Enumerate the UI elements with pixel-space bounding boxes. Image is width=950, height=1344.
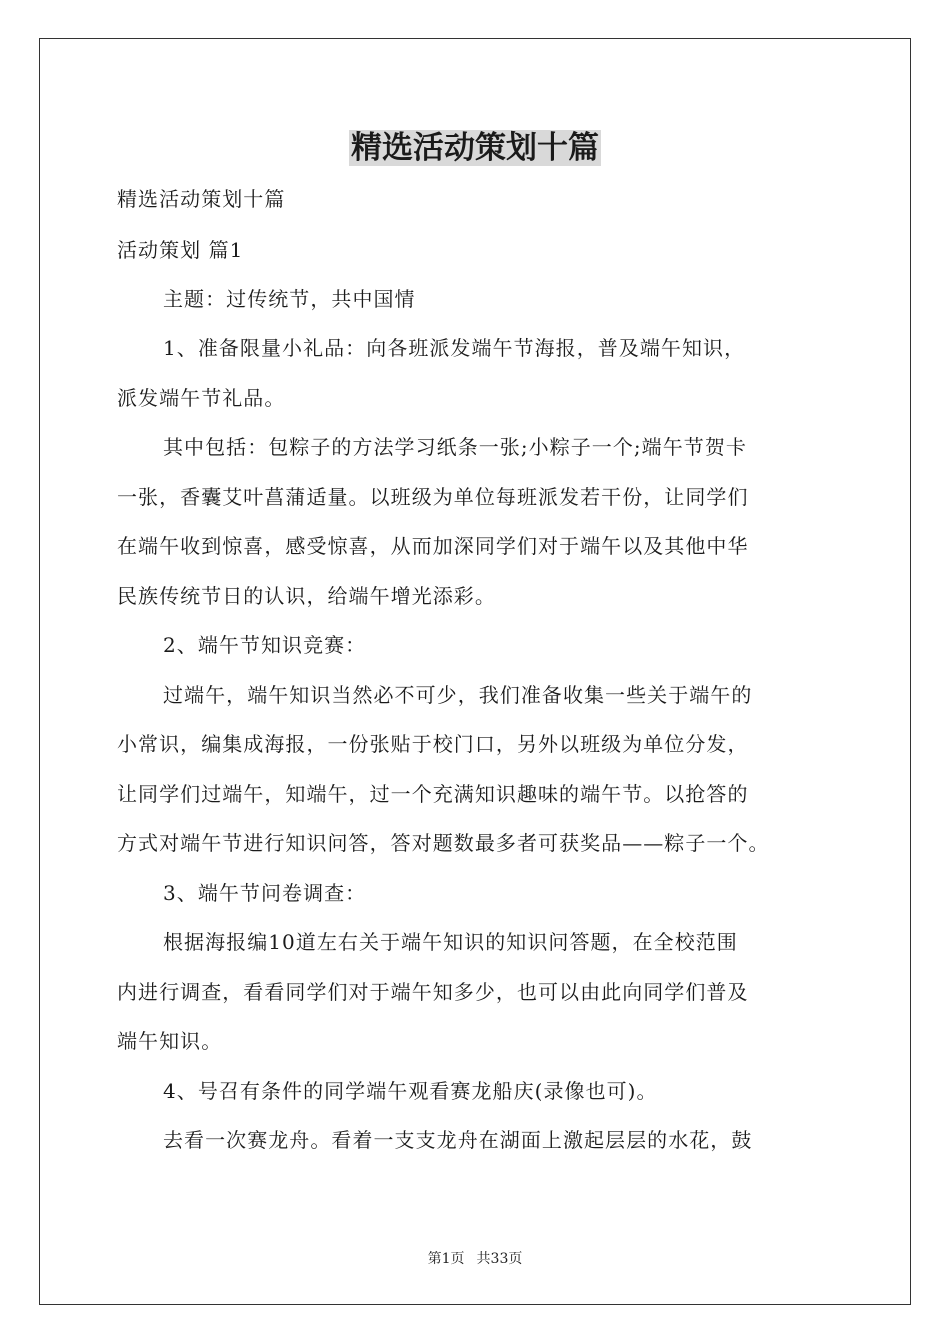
paragraph-line: 派发端午节礼品。 xyxy=(117,386,286,410)
paragraph-line: 1、准备限量小礼品：向各班派发端午节海报，普及端午知识， xyxy=(163,336,746,360)
paragraph-line: 小常识，编集成海报，一份张贴于校门口，另外以班级为单位分发， xyxy=(117,732,749,756)
page-total: 共33页 xyxy=(476,1251,523,1267)
paragraph-line: 4、号召有条件的同学端午观看赛龙船庆(录像也可)。 xyxy=(163,1079,658,1103)
paragraph-line: 民族传统节日的认识，给端午增光添彩。 xyxy=(117,584,496,608)
document-title-text: 精选活动策划十篇 xyxy=(351,130,599,166)
subtitle-line: 精选活动策划十篇 xyxy=(117,187,286,211)
paragraph-line: 端午知识。 xyxy=(117,1029,223,1053)
section-heading: 活动策划 篇1 xyxy=(117,238,244,262)
paragraph-line: 主题：过传统节，共中国情 xyxy=(163,287,416,311)
paragraph-line: 根据海报编10道左右关于端午知识的知识问答题，在全校范围 xyxy=(163,930,738,954)
paragraph-line: 让同学们过端午，知端午，过一个充满知识趣味的端午节。以抢答的 xyxy=(117,782,749,806)
page-border xyxy=(39,38,911,1305)
paragraph-line: 3、端午节问卷调查： xyxy=(163,881,367,905)
page-number: 第1页 xyxy=(427,1251,465,1267)
document-title xyxy=(0,126,950,170)
paragraph-line: 在端午收到惊喜，感受惊喜，从而加深同学们对于端午以及其他中华 xyxy=(117,534,749,558)
page-footer xyxy=(0,1248,950,1268)
paragraph-line: 内进行调查，看看同学们对于端午知多少，也可以由此向同学们普及 xyxy=(117,980,749,1004)
paragraph-line: 其中包括：包粽子的方法学习纸条一张;小粽子一个;端午节贺卡 xyxy=(163,435,747,459)
paragraph-line: 2、端午节知识竞赛： xyxy=(163,633,367,657)
paragraph-line: 去看一次赛龙舟。看着一支支龙舟在湖面上激起层层的水花，鼓 xyxy=(163,1128,753,1152)
paragraph-line: 方式对端午节进行知识问答，答对题数最多者可获奖品——粽子一个。 xyxy=(117,831,770,855)
paragraph-line: 一张，香囊艾叶菖蒲适量。以班级为单位每班派发若干份，让同学们 xyxy=(117,485,749,509)
paragraph-line: 过端午，端午知识当然必不可少，我们准备收集一些关于端午的 xyxy=(163,683,753,707)
